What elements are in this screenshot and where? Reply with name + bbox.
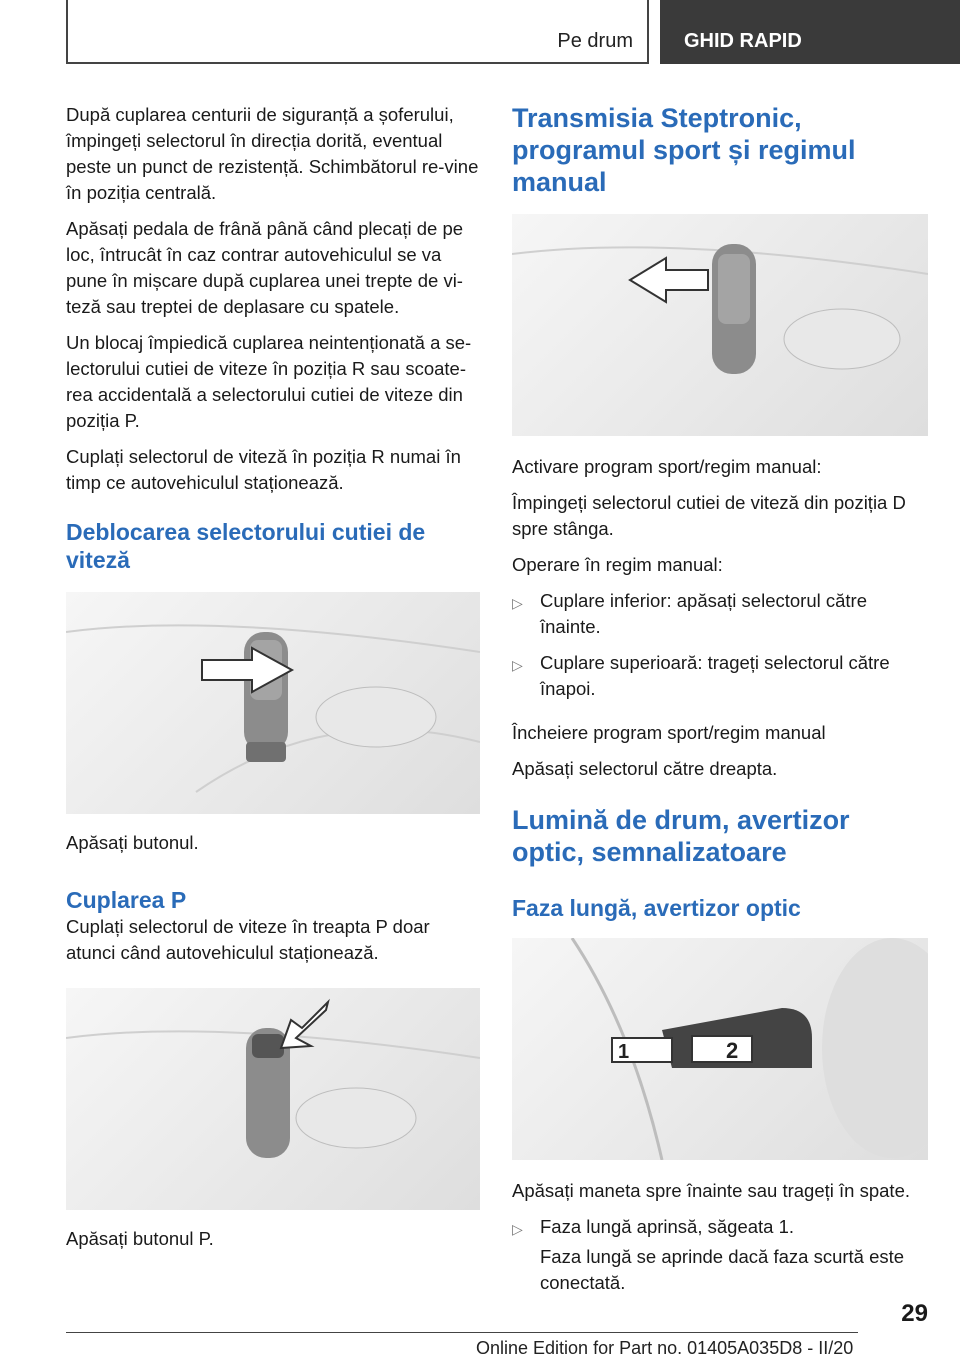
footer-edition: Online Edition for Part no. 01405A035D8 - II/20 (476, 1338, 854, 1358)
guide-title: GHID RAPID (684, 30, 802, 52)
list-item: ▷ Cuplare superioară: trageți selectorul către înapoi. (512, 652, 890, 699)
figure-caption: Apăsați butonul. (66, 832, 199, 853)
list-item-detail: Faza lungă se aprinde dacă faza scurtă este conectată. (540, 1246, 905, 1293)
paragraph: Apăsați pedala de frână până când plecați de pe loc, întrucât în caz contrar autovehiculul se va pune în mișcare după cuplarea unei trepte de vi-teză sau treptei de deplasare cu spatele. (66, 218, 464, 317)
list-item: ▷ Cuplare inferior: apăsați selectorul către înainte. (512, 590, 867, 637)
gear-selector-park-illustration (66, 988, 480, 1210)
footer-divider (66, 1332, 858, 1333)
heading-engage-park: Cuplarea P (66, 887, 187, 913)
heading-lights: Lumină de drum, avertizor optic, semnalizatoare (512, 805, 850, 867)
paragraph: Operare în regim manual: (512, 554, 723, 575)
heading-steptronic: Transmisia Steptronic, programul sport și regimul manual (512, 103, 856, 197)
paragraph: După cuplarea centurii de siguranță a șoferului, împingeți selectorul în direcția dorită, eventual peste un punct de rezistență. Schimbătorul re-vine în poziția centrală. (66, 104, 479, 203)
paragraph: Cuplați selectorul de viteză în poziția R numai în timp ce autovehiculul staționează. (66, 446, 461, 493)
triangle-bullet-icon: ▷ (512, 1221, 523, 1237)
right-column (512, 102, 928, 1306)
triangle-bullet-icon: ▷ (512, 657, 523, 673)
arrow-label-2: 2 (726, 1038, 739, 1063)
paragraph: Activare program sport/regim manual: (512, 456, 822, 477)
triangle-bullet-icon: ▷ (512, 595, 523, 611)
figure-caption: Apăsați maneta spre înainte sau trageți în spate. (512, 1180, 910, 1201)
heading-high-beam: Faza lungă, avertizor optic (512, 895, 801, 921)
section-title: Pe drum (557, 30, 633, 52)
paragraph: Apăsați selectorul către dreapta. (512, 758, 778, 779)
paragraph: Un blocaj împiedică cuplarea neintenționată a se-lectorului cutiei de viteze în poziția R sau scoate-rea accidentală a selectorului cutiei de viteze din poziția P. (66, 332, 472, 431)
header-guide-tab (660, 0, 960, 64)
paragraph: Împingeți selectorul cutiei de viteză din poziția D spre stânga. (512, 492, 906, 539)
figure-caption: Apăsați butonul P. (66, 1228, 214, 1249)
arrow-label-1: 1 (618, 1041, 630, 1063)
list-item: ▷ Faza lungă aprinsă, săgeata 1. (512, 1214, 928, 1240)
gear-selector-unlock-illustration (66, 592, 480, 814)
paragraph: Încheiere program sport/regim manual (512, 722, 826, 743)
paragraph: Cuplați selectorul de viteze în treapta P doar atunci când autovehiculul staționează. (66, 916, 430, 963)
heading-unlock-selector: Deblocarea selectorului cutiei de viteză (66, 519, 426, 573)
gear-selector-sport-illustration (512, 214, 928, 436)
left-column (66, 102, 480, 1262)
page-number: 29 (901, 1300, 928, 1327)
light-stalk-illustration (512, 938, 928, 1160)
header-section-tab (66, 0, 649, 64)
